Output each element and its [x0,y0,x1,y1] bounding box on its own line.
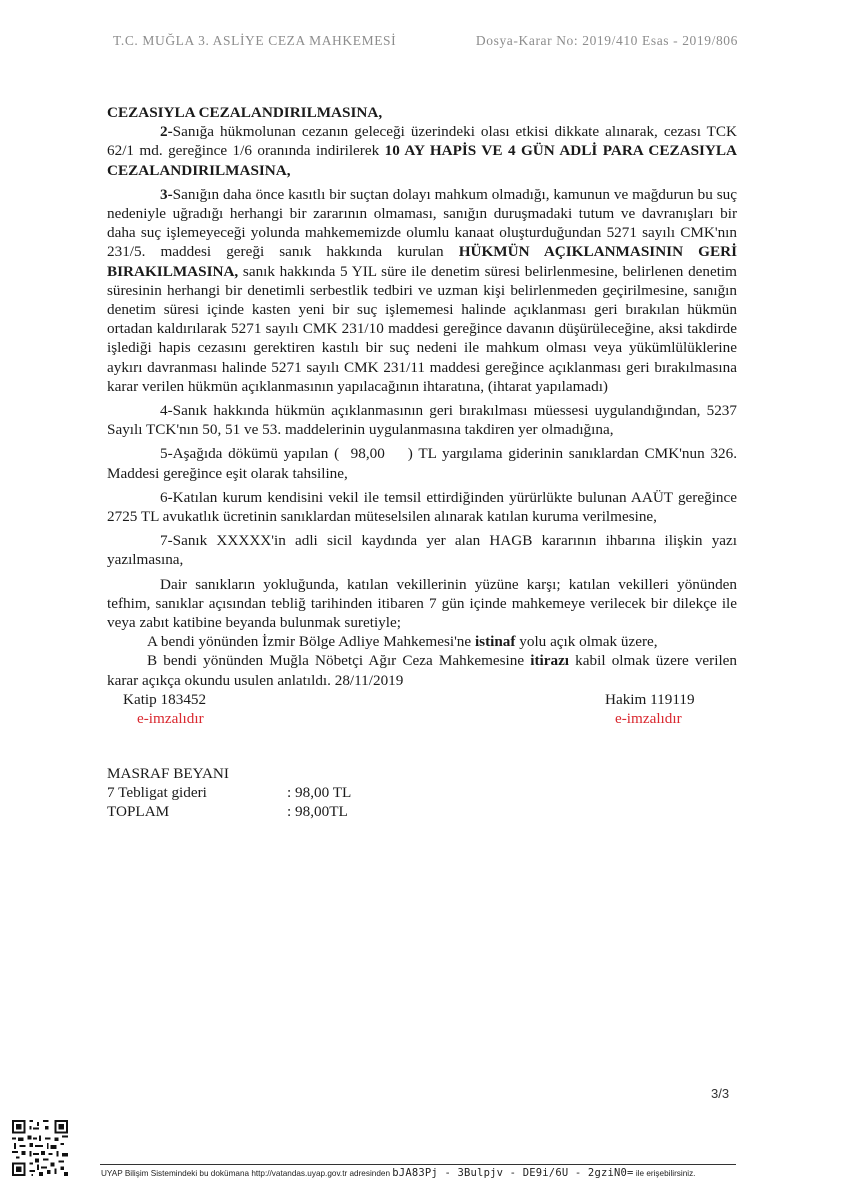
footer-prefix: UYAP Bilişim Sistemindeki bu dokümana http://vatandas.uyap.gov.tr adresinden [101,1169,393,1178]
paragraph-6: 6-Katılan kurum kendisini vekil ile temsil ettirdiğinden yürürlükte bulunan AAÜT gereğince 2725 TL avukatlık ücretinin sanıklardan müteselsilen alınarak katılan kuruma verilmesine, [107,488,737,526]
paragraph-appeal-b [107,651,737,689]
footer-verification [101,1167,695,1179]
expense-statement [107,764,737,821]
decision-body [107,103,741,821]
page-number: 3/3 [711,1086,730,1101]
footer-suffix: ile erişebilirsiniz. [633,1169,696,1178]
judge-name: Hakim 119119 [605,690,695,708]
itiraz-text: itirazı [530,652,570,670]
file-number-header: Dosya-Karar No: 2019/410 Esas - 2019/806 [475,33,738,48]
paragraph-appeal-a [107,632,737,651]
paragraph-text: Sanığın daha önce kasıtlı bir suçtan dolayı mahkum olmadığı, kamunun ve mağdurun bu suç nedeniyle uğradığı herhangi bir zararının olmaması, sanığın duruşmadaki tutum ve davranışları bir daha suç işlemeyeceği yolunda mahkememizde olumlu kanaat oluşturduğundan 5271 sayılı CMK'nın 231/5. maddesi gereği sanık hakkında kurulan [107,185,737,261]
expense-value: : 98,00 TL [287,783,352,801]
judge-signature [577,690,747,728]
paragraph-text: Sanığa hükmolunan cezanın geleceği üzerindeki olası etkisi dikkate alınarak, cezası TCK 62/1 md. gereğince 1/6 oranında indirilerek [107,123,737,160]
qr-code-icon [12,1120,68,1176]
paragraph-7: 7-Sanık XXXXX'in adli sicil kaydında yer alan HAGB kararının ihbarına ilişkin yazı yazılmasına, [107,532,737,569]
expense-title: MASRAF BEYANI [107,764,229,782]
verification-code: bJA83Pj - 3Bulpjv - DE9i/6U - 2gziN0= [392,1167,634,1179]
item-number: 2- [160,123,173,141]
clerk-signature [107,690,247,728]
expense-label: 7 Tebligat gideri [107,783,207,801]
paragraph-3 [107,185,737,396]
expense-row [107,783,737,802]
item-number: 3- [160,185,173,203]
expense-value: : 98,00TL [287,802,348,820]
signature-row [107,690,737,730]
paragraph-notice: Dair sanıkların yokluğunda, katılan vekillerinin yüzüne karşı; katılan vekilleri yönünden tefhim, sanıklar açısından tebliğ tarihinden itibaren 7 gün içinde mahkemeye verilecek bir dilekçe ile veya zabıt katibine beyanda bulunmak suretiyle; [107,575,737,632]
paragraph-text: sanık hakkında 5 YIL süre ile denetim süresi belirlenmesine, belirlenen denetim süresinin herhangi bir denetimli serbestlik tedbiri ve uzman kişi belirlenmeden geçirilmesine, sanığın denetim süresi içinde kasten yeni bir suç işlememesi halinde açıklanması geri bırakılan hükmün ortadan kaldırılarak 5271 sayılı CMK 231/10 maddesi gereğince davanın düşürüleceğine, aksi takdirde işlediği hapis cezasını gerektiren kastılı bir suç nedeni ile mahkum olması veya yükümlülüklerine aykırı davranması halinde 5271 sayılı CMK 231/11 maddesi gereğince açıklanması geri bırakılmasına karar verilen hükmün açıklanmasının yapılacağının ihtaratına, (ihtarat yapılamadı) [107,262,737,395]
paragraph-4: 4-Sanık hakkında hükmün açıklanmasının geri bırakılması müessesi uygulandığından, 5237 Sayılı TCK'nın 50, 51 ve 53. maddelerinin uygulanmasına takdiren yer olmadığına, [107,402,737,439]
sentence-text: 10 AY HAPİS VE 4 GÜN ADLİ PARA CEZASIYLA CEZALANDIRILMASINA, [107,142,737,179]
paragraph-text: kabil olmak üzere verilen karar açıkça okundu usulen anlatıldı. 28/11/2019 [107,652,737,689]
footer-divider [100,1164,736,1165]
clerk-name: Katip 183452 [123,690,207,708]
clerk-e-signature: e-imzalıdır [137,709,204,727]
court-header: T.C. MUĞLA 3. ASLİYE CEZA MAHKEMESİ [113,33,397,48]
judge-e-signature: e-imzalıdır [615,709,682,727]
paragraph-text: yolu açık olmak üzere, [515,633,658,651]
expense-total-row [107,802,737,821]
expense-label: TOPLAM [107,802,170,820]
istinaf-text: istinaf [474,633,516,651]
paragraph-2 [107,122,737,180]
paragraph-5: 5-Aşağıda dökümü yapılan ( 98,00 ) TL yargılama giderinin sanıklardan CMK'nun 326. Maddesi gereğince eşit olarak tahsiline, [107,445,741,482]
hagb-text: HÜKMÜN AÇIKLANMASININ GERİ BIRAKILMASINA, [107,243,737,280]
paragraph-sentence-end: CEZASIYLA CEZALANDIRILMASINA, [107,104,383,121]
paragraph-text: B bendi yönünden Muğla Nöbetçi Ağır Ceza Mahkemesine [147,652,531,670]
paragraph-text: A bendi yönünden İzmir Bölge Adliye Mahkemesi'ne [147,633,475,651]
